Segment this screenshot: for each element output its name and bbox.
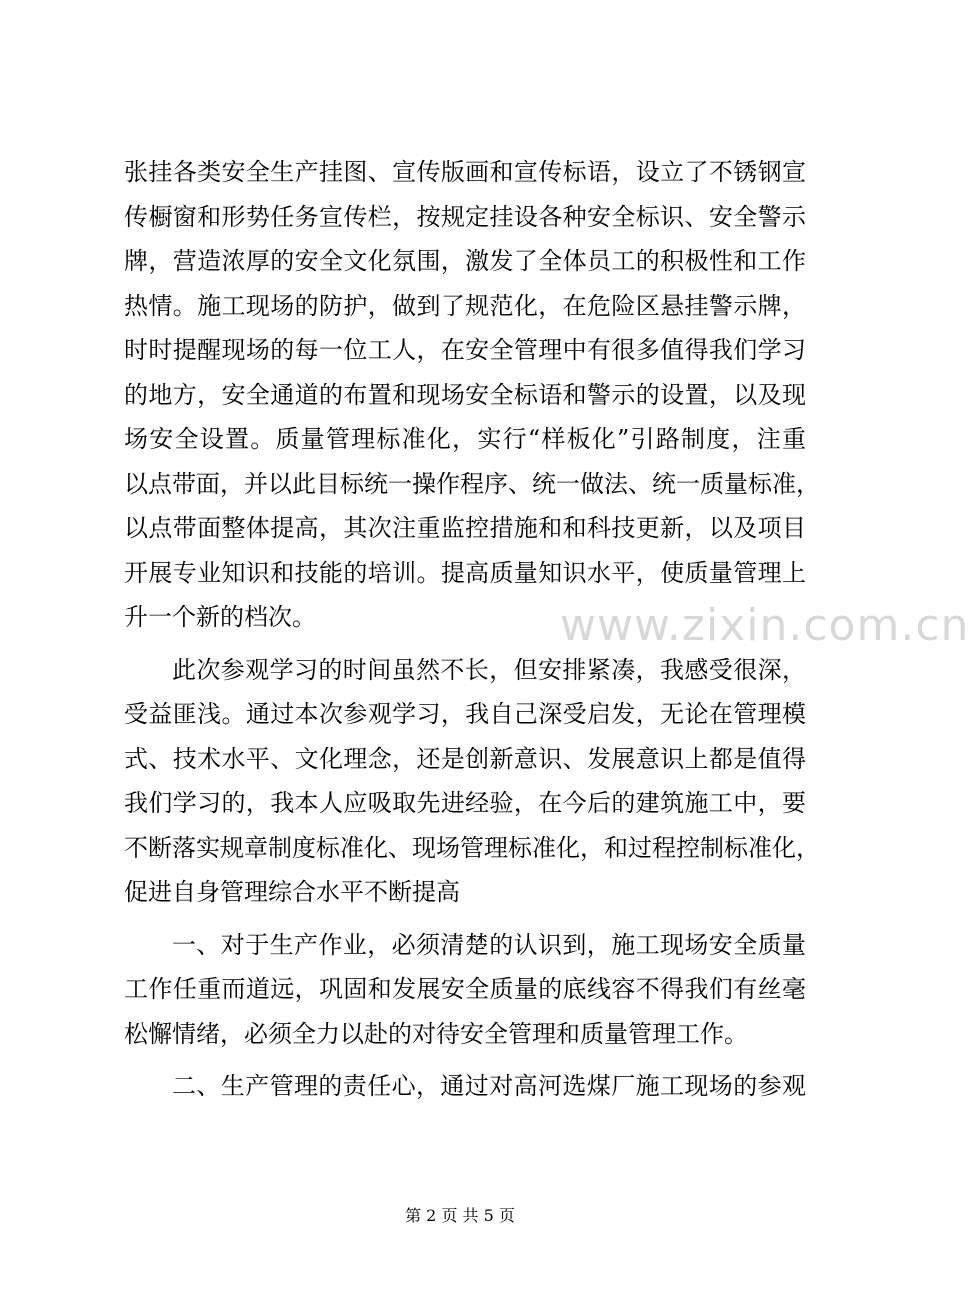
- text-line: 以点带面整体提高，其次注重监控措施和和科技更新，以及项目: [124, 514, 806, 542]
- text-line: 牌，营造浓厚的安全文化氛围，激发了全体员工的积极性和工作: [124, 247, 806, 275]
- text-line: 松懈情绪，必须全力以赴的对待安全管理和质量管理工作。: [124, 1019, 748, 1048]
- text-line: 工作任重而道远，巩固和发展安全质量的底线容不得我们有丝毫: [124, 975, 806, 1003]
- text-line: 升一个新的档次。: [124, 603, 316, 631]
- text-line: 二、生产管理的责任心，通过对高河选煤厂施工现场的参观: [172, 1072, 806, 1100]
- text-line: 我们学习的，我本人应吸取先进经验，在今后的建筑施工中，要: [124, 789, 806, 817]
- paragraph-2: [124, 648, 820, 915]
- text-line: 的地方，安全通道的布置和现场安全标语和警示的设置，以及现: [124, 380, 806, 409]
- text-line: 张挂各类安全生产挂图、宣传版画和宣传标语，设立了不锈钢宣: [124, 158, 806, 186]
- text-line: 传橱窗和形势任务宣传栏，按规定挂设各种安全标识、安全警示: [124, 202, 806, 231]
- text-line: 此次参观学习的时间虽然不长，但安排紧凑，我感受很深，: [172, 655, 806, 684]
- text-line: 场安全设置。质量管理标准化，实行“样板化”引路制度，注重: [124, 425, 806, 453]
- text-line: 受益匪浅。通过本次参观学习，我自己深受启发，无论在管理模: [124, 700, 806, 728]
- watermark: www.zixin.com.cn: [560, 600, 969, 651]
- text-line: 时时提醒现场的每一位工人，在安全管理中有很多值得我们学习: [124, 336, 806, 364]
- text-line: 促进自身管理综合水平不断提高: [124, 878, 460, 906]
- page-number-footer: 第 2 页 共 5 页: [405, 1206, 515, 1225]
- paragraph-4: [124, 1064, 806, 1109]
- text-line: 热情。施工现场的防护，做到了规范化，在危险区悬挂警示牌，: [124, 291, 806, 320]
- paragraph-1: [124, 150, 820, 640]
- text-line: 以点带面，并以此目标统一操作程序、统一做法、统一质量标准，: [124, 469, 820, 498]
- text-line: 式、技术水平、文化理念，还是创新意识、发展意识上都是值得: [124, 744, 806, 773]
- paragraph-3: [124, 923, 806, 1057]
- text-line: 开展专业知识和技能的培训。提高质量知识水平，使质量管理上: [124, 558, 806, 587]
- text-line: 不断落实规章制度标准化、现场管理标准化，和过程控制标准化，: [124, 833, 820, 862]
- text-line: 一、对于生产作业，必须清楚的认识到，施工现场安全质量: [172, 930, 806, 959]
